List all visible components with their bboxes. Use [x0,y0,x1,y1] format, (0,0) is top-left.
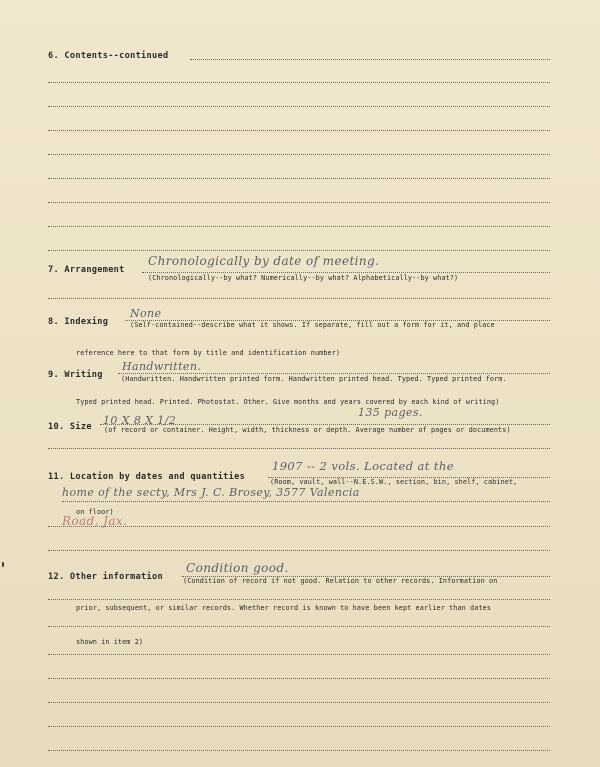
contents-line-8 [48,226,550,227]
item7-guide: (Chronologically--by what? Numerically--by what? Alphabetically--by what?) [148,274,459,282]
contents-line-7 [48,202,550,203]
item7-label: 7. Arrangement [48,265,125,275]
item8-guide2: reference here to that form by title and identification number) [76,349,341,357]
item11-guide2: on floor) [76,508,114,516]
item12-line-6 [48,702,550,703]
item7-extra-line [48,298,550,299]
item11-guide1: (Room, vault, wall--N.E.S.W., section, bin, shelf, cabinet, [270,478,518,486]
item12-line-7 [48,726,550,727]
item11-label: 11. Location by dates and quantities [48,472,246,482]
contents-line-5 [48,154,550,155]
item9-line [118,373,550,374]
item12-line-2 [48,599,550,600]
item6-label: 6. Contents--continued [48,51,169,61]
item12-guide2: prior, subsequent, or similar records. Whether record is known to have been kept earlier than dates [76,604,492,612]
item10-line [100,424,550,425]
item12-line-4 [48,654,550,655]
item12-line-3 [48,626,550,627]
item10-guide: (of record or container. Height, width, thickness or depth. Average number of pages or documents) [104,426,511,434]
contents-line-1 [190,59,550,60]
item12-handwriting: Condition good. [186,561,289,575]
item9-guide1: (Handwritten. Handwritten printed form. Handwritten printed head. Typed. Typed printed form. [121,375,507,383]
item10-hand-pages: 135 pages. [358,406,423,419]
item10-extra-line [48,448,550,449]
item11-hand-line1: 1907 -- 2 vols. Located at the [272,459,454,473]
item11-line-3 [48,526,550,527]
item11-hand-line2: home of the secty, Mrs J. C. Brosey, 3577 Valencia [62,486,360,499]
item12-line-5 [48,678,550,679]
item9-handwriting: Handwritten. [122,360,202,373]
item7-line [142,272,550,273]
contents-line-9 [48,250,550,251]
item12-guide3: shown in item 2) [76,638,144,646]
item11-line-4 [48,550,550,551]
item8-label: 8. Indexing [48,317,109,327]
item12-guide1: (Condition of record if not good. Relation to other records. Information on [183,577,498,585]
item11-hand-line3: Road, Jax. [62,514,128,528]
item8-handwriting: None [130,307,162,320]
contents-line-4 [48,130,550,131]
item7-handwriting: Chronologically by date of meeting. [148,254,380,268]
item9-label: 9. Writing [48,370,103,380]
item8-guide1: (Self-contained--describe what it shows. If separate, fill out a form for it, and place [130,321,495,329]
item10-hand-size: 10 X 8 X 1/2 [103,414,177,427]
item9-guide2: Typed printed head. Printed. Photostat. Other. Give months and years covered by each kind of writing) [76,398,500,406]
item10-label: 10. Size [48,422,92,432]
contents-line-6 [48,178,550,179]
contents-line-3 [48,106,550,107]
item11-line-2 [62,501,550,502]
item12-label: 12. Other information [48,572,163,582]
contents-line-2 [48,82,550,83]
punch-mark [2,562,4,567]
item12-line-8 [48,750,550,751]
